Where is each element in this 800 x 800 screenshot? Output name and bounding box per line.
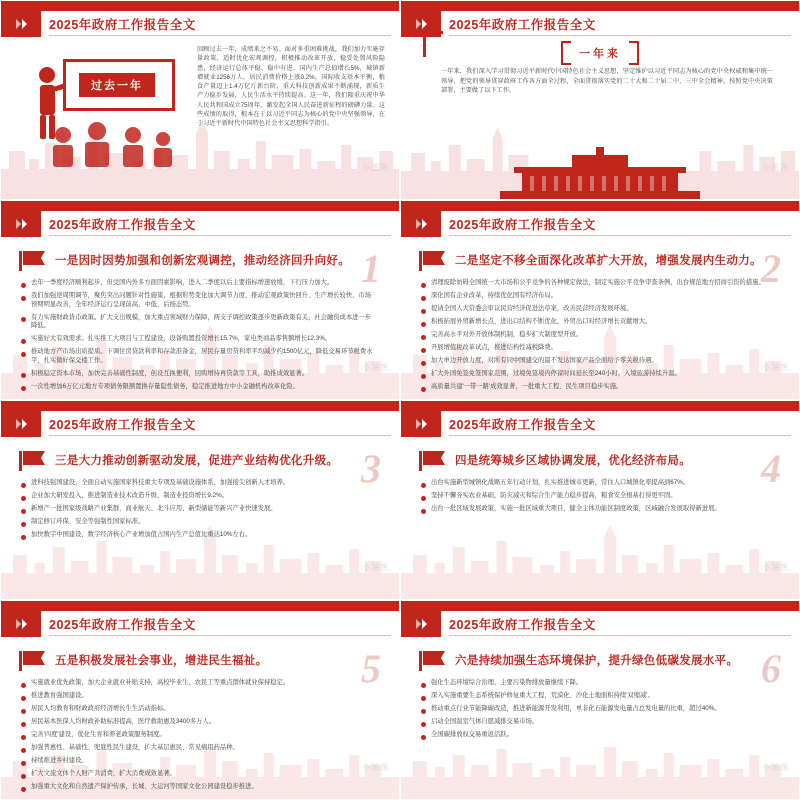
- year-tab: 一年来: [561, 41, 639, 65]
- list-item: 居民人均教育和财政政府经济增长生生活动指标。: [21, 705, 377, 714]
- watermark: 小图图: [762, 363, 789, 372]
- chevron-badge: [1, 611, 41, 637]
- slide-1[interactable]: [0, 0, 400, 200]
- chevron-right-icon: [416, 619, 421, 629]
- bullet-dot-icon: [21, 774, 26, 779]
- flag-icon: [419, 649, 447, 671]
- chevron-right-icon: [22, 19, 27, 29]
- slide-header: [1, 211, 399, 237]
- chevron-right-icon: [16, 19, 21, 29]
- bullet-dot-icon: [21, 373, 26, 378]
- chevron-right-icon: [416, 19, 421, 29]
- list-item: 推进教育强国建设。: [21, 692, 377, 701]
- chevron-badge: [1, 11, 41, 37]
- bullet-dot-icon: [21, 339, 26, 344]
- slide-number: 6: [761, 646, 781, 691]
- header-title: 2025年政府工作报告全文: [49, 218, 196, 232]
- slide-4[interactable]: [400, 200, 800, 400]
- bullet-dot-icon: [21, 722, 26, 727]
- watermark: 小图图: [362, 763, 389, 772]
- list-item: 强化生态环境综合治理，主要污染物排放量继续下降。: [421, 679, 777, 688]
- bullet-dot-icon: [21, 735, 26, 740]
- bullet-dot-icon: [21, 386, 26, 391]
- section-title: 三是大力推动创新驱动发展，促进产业结构优化升级。: [55, 455, 339, 467]
- header-title: 2025年政府工作报告全文: [449, 18, 596, 32]
- list-item: 进科技强国建设，全面自动实施国家科技重大专项及基础设施体系，加强接尖创新人才培养。: [21, 479, 377, 488]
- list-item: 推动地方产市场出质提质。下调住房贷款利率和存款准备金，居民存量房贷利率平均减少约1500亿元，降低交易环节税费水平，扎实做好保交楼工作。: [21, 348, 377, 365]
- chevron-right-icon: [422, 219, 427, 229]
- chevron-badge: [401, 611, 441, 637]
- slide-2[interactable]: [400, 0, 800, 200]
- slide-header: [1, 611, 399, 637]
- flag-icon: [19, 249, 47, 271]
- section-heading: [419, 649, 738, 671]
- slide-number: 3: [361, 446, 381, 491]
- bullet-list: [421, 679, 777, 744]
- flag-icon: [19, 649, 47, 671]
- watermark: 小图图: [362, 163, 389, 172]
- watermark: 小图图: [362, 563, 389, 572]
- top-red-bar: [401, 1, 799, 11]
- bullet-list: [21, 679, 377, 796]
- header-title: 2025年政府工作报告全文: [449, 618, 596, 632]
- list-item: 去年一季度经济顺利起步，但受国内外多方面因素影响，进入二季度以后主要指标增速放缓，下行压力加大。: [21, 279, 377, 288]
- top-red-bar: [401, 201, 799, 211]
- bullet-dot-icon: [21, 709, 26, 714]
- bullet-dot-icon: [421, 374, 426, 379]
- bullet-dot-icon: [421, 348, 426, 353]
- list-item: 完善高水平对外开放体制机制，稳步扩大制度型开放。: [421, 331, 777, 340]
- header-divider: [449, 635, 791, 636]
- bullet-dot-icon: [21, 352, 26, 357]
- chevron-badge: [401, 411, 441, 437]
- list-item: 扩大外国免签免签国家范围，过境免签境内停留时间延长至240小时，入境旅游持续升温。: [421, 370, 777, 379]
- accent-stem-horizontal: [423, 31, 443, 34]
- top-red-bar: [1, 401, 399, 411]
- slide-1-body: 回顾过去一年，成绩来之不易。面对多重困难挑战，我们加力实施存量政策、适时优化宏观调控，积极推动改革开放，稳妥处置风险隐患，经济运行总体平稳、稳中有进。国内生产总值增长5%，城镇新增就业1256万人，居民消费价格上涨0.2%，国际收支基本平衡，粮食产量迈上1.4万亿斤新台阶，重大科技创新成果不断涌现，新质生产力稳步发展，人民生活水平持续提高。这一年，我们隆重庆祝中华人民共和国成立75周年，激发起全国人民奋进新征程的磅礴力量。这些成绩的取得，根本在于以习近平同志为核心的党中央坚强领导，在于习近平新时代中国特色社会主义思想科学指引。: [197, 46, 385, 128]
- slide-header: [401, 611, 799, 637]
- flag-icon: [419, 449, 447, 471]
- list-item: 推动重点行业节能降碳改造，推进新能源开发利用，单非化石能源发电量占总发电量的比重，超过40%。: [421, 705, 777, 714]
- flag-icon: [419, 249, 447, 271]
- slide-header: [1, 11, 399, 37]
- section-title: 六是持续加强生态环境保护，提升绿色低碳发展水平。: [455, 655, 739, 667]
- section-title: 二是坚定不移全面深化改革扩大开放，增强发展内生动力。: [455, 255, 762, 267]
- header-divider: [449, 35, 791, 36]
- slide-6[interactable]: [400, 400, 800, 600]
- list-item: 深化国有企业改革，持续优化国有经济布局。: [421, 292, 777, 301]
- bullet-dot-icon: [21, 696, 26, 701]
- watermark: 小图图: [762, 763, 789, 772]
- list-item: 出台一批区域发展政策，实施一批区域重大项目，健全主体功能区制度政策，区域融合发展取得新进展。: [421, 505, 777, 514]
- section-title: 四是统筹城乡区域协调发展，优化经济布局。: [455, 455, 691, 467]
- list-item: 高质量共建'一带一路'成效显著，一批重大工程、民生项目稳步实施。: [421, 383, 777, 392]
- header-divider: [449, 435, 791, 436]
- list-item: 实施好大有效需求。扎实推工大项目与工程建设，设备购置投资增长15.7%，家电类商品零售额增长12.3%。: [21, 335, 377, 344]
- list-item: 我们加强逆周期调节，聚焦突出问题针对性施策，根据形势变化加大调节力度，推动宏观政策快回升、生产增长较快、市场预期明显改善，全年经济运行呈现前高、中低、后扬态势。: [21, 292, 377, 309]
- slide-header: [1, 411, 399, 437]
- list-item: 出台实施新型城镇化战略五年行动计划，扎实推进城市更新，常住人口城镇化率提高到67%。: [421, 479, 777, 488]
- list-item: 制定修订环保、安全等强制性国家标准。: [21, 518, 377, 527]
- bullet-dot-icon: [421, 296, 426, 301]
- bullet-list: [21, 479, 377, 544]
- list-item: 启动全国温室气体自愿减排交易市场。: [421, 718, 777, 727]
- top-red-bar: [1, 201, 399, 211]
- list-item: 加大单边开放力度，对所有同中国建交的最不发达国家产品全面给予零关税待遇。: [421, 357, 777, 366]
- list-item: 深入实施重要生态系统保护修复重大工程，荒漠化、沙化土地面积持续'双缩减'。: [421, 692, 777, 701]
- past-year-label: 过去一年: [79, 73, 155, 97]
- chevron-badge: [1, 211, 41, 237]
- section-heading: [419, 449, 691, 471]
- bullet-dot-icon: [421, 696, 426, 701]
- header-title: 2025年政府工作报告全文: [49, 418, 196, 432]
- header-title: 2025年政府工作报告全文: [449, 418, 596, 432]
- chevron-right-icon: [422, 19, 427, 29]
- top-red-bar: [401, 601, 799, 611]
- bullet-dot-icon: [21, 787, 26, 792]
- bullet-dot-icon: [421, 322, 426, 327]
- section-heading: [19, 449, 338, 471]
- bullet-list: [421, 279, 777, 396]
- slide-number: 4: [761, 446, 781, 491]
- watermark: 小图图: [362, 363, 389, 372]
- slide-3[interactable]: [0, 200, 400, 400]
- bullet-dot-icon: [421, 683, 426, 688]
- bullet-dot-icon: [21, 496, 26, 501]
- list-item: 加强普惠性、基础性、兜底性民生建设，扩大基层惠民、常见病用药品种。: [21, 744, 377, 753]
- bullet-dot-icon: [21, 296, 26, 301]
- bullet-list: [21, 279, 377, 396]
- slide-header: [401, 411, 799, 437]
- bullet-dot-icon: [21, 483, 26, 488]
- bullet-dot-icon: [21, 283, 26, 288]
- list-item: 完善'四度'建设，优化生育和养老政策服务制度。: [21, 731, 377, 740]
- list-item: 开展增值税改革试点，推进结构性减税降费。: [421, 344, 777, 353]
- great-hall-illustration: [500, 147, 700, 199]
- top-red-bar: [1, 601, 399, 611]
- slide-header: [401, 11, 799, 37]
- slide-header: [401, 211, 799, 237]
- top-red-bar: [1, 1, 399, 11]
- bullet-dot-icon: [421, 735, 426, 740]
- bullet-dot-icon: [21, 509, 26, 514]
- chevron-right-icon: [16, 419, 21, 429]
- list-item: 企业加大研发投入，推进制造业技术改造升级，制造业投资增长9.2%。: [21, 492, 377, 501]
- watermark: 小图图: [762, 563, 789, 572]
- section-heading: [19, 249, 350, 271]
- list-item: 清理废除妨碍全国统一大市场和公平竞争的各种规定做法，制定实施公平竞争审查条例，出台规范地方招商引资的措施。: [421, 279, 777, 288]
- bullet-dot-icon: [21, 522, 26, 527]
- list-item: 新增产一批国家级战略产业集群，商业航天、北斗应用、新型储能等新兴产业快速发展。: [21, 505, 377, 514]
- watermark: 小图图: [762, 163, 789, 172]
- header-divider: [49, 35, 391, 36]
- bullet-dot-icon: [421, 483, 426, 488]
- chevron-right-icon: [422, 419, 427, 429]
- bullet-dot-icon: [421, 335, 426, 340]
- bullet-dot-icon: [421, 283, 426, 288]
- bullet-dot-icon: [421, 722, 426, 727]
- slide-5[interactable]: [0, 400, 400, 600]
- bullet-dot-icon: [21, 748, 26, 753]
- bullet-dot-icon: [421, 496, 426, 501]
- bullet-dot-icon: [21, 535, 26, 540]
- list-item: 实施就业优先政策，加大企业就业补贴支持，高校毕业生、农民工等重点群体就业保持稳定。: [21, 679, 377, 688]
- slide-number: 5: [361, 646, 381, 691]
- header-divider: [49, 235, 391, 236]
- slide-number: 1: [361, 246, 381, 291]
- list-item: 积极稳定资本市场，加快完善基础性制度，创设互换便利，回购增持再贷款等工具，助推成效显著。: [21, 370, 377, 379]
- top-red-bar: [401, 401, 799, 411]
- year-tab-wrap: [401, 41, 799, 65]
- chevron-right-icon: [16, 219, 21, 229]
- chevron-right-icon: [416, 219, 421, 229]
- section-title: 一是因时因势加强和创新宏观调控，推动经济回升向好。: [55, 255, 350, 267]
- chevron-badge: [401, 211, 441, 237]
- section-title: 五是积极发展社会事业，增进民生福祉。: [55, 655, 268, 667]
- header-divider: [49, 635, 391, 636]
- header-title: 2025年政府工作报告全文: [49, 618, 196, 632]
- flag-icon: [19, 449, 47, 471]
- bullet-dot-icon: [21, 761, 26, 766]
- chevron-right-icon: [16, 619, 21, 629]
- chevron-right-icon: [22, 219, 27, 229]
- list-item: 有力实施财政货币政策。扩大支出规模，加大重点领域财力保障，两支子调控政策逐步更新政策有关，社会融资成本进一步降低。: [21, 314, 377, 331]
- header-divider: [449, 235, 791, 236]
- section-heading: [19, 649, 267, 671]
- list-item: 一次性增加6万亿元地方专项债务限额置换存量隐性债务，稳定推进地方中小金融机构改革化险。: [21, 383, 377, 392]
- chevron-right-icon: [22, 419, 27, 429]
- list-item: 全国碳排放权交易重返活跃。: [421, 731, 777, 740]
- list-item: 加强重大文化和自然遗产保护传承，长城、大运河等国家文化公园建设稳步推进。: [21, 783, 377, 792]
- bullet-dot-icon: [421, 387, 426, 392]
- bullet-dot-icon: [421, 309, 426, 314]
- list-item: 居民基本医保人均财政补助标准提高，医疗救助惠及3400多万人。: [21, 718, 377, 727]
- header-title: 2025年政府工作报告全文: [49, 18, 196, 32]
- list-item: 坚持不懈夯实农业基础，防灾减灾和综合生产能力稳步提高，粮食安全根基打得更牢固。: [421, 492, 777, 501]
- bullet-dot-icon: [421, 709, 426, 714]
- slide-7[interactable]: [0, 600, 400, 800]
- bullet-dot-icon: [421, 361, 426, 366]
- list-item: 扩大文旅文体个人财产共消费，扩大消费成效显著。: [21, 770, 377, 779]
- chevron-right-icon: [416, 419, 421, 429]
- section-heading: [419, 249, 762, 271]
- chevron-right-icon: [422, 619, 427, 629]
- header-divider: [49, 435, 391, 436]
- list-item: 积极拓展外贸新增长点，进出口结构不断优化，外贸出口对经济增长贡献增大。: [421, 318, 777, 327]
- bullet-dot-icon: [21, 683, 26, 688]
- slide-number: 2: [761, 246, 781, 291]
- slide-2-body: 一年来，我们深入学习贯彻习近平新时代中国特色社会主义思想，坚定维护以习近平同志为核心的党中央权威和集中统一领导，把党的领导贯穿政府工作各方面全过程，全面贯彻落实党的二十大和二十届二中、三中全会精神，按照党中央决策部署，主要做了以下工作。: [441, 68, 773, 95]
- chevron-right-icon: [22, 619, 27, 629]
- bullet-list: [421, 479, 777, 518]
- list-item: 持续推进乡村建设。: [21, 757, 377, 766]
- header-title: 2025年政府工作报告全文: [449, 218, 596, 232]
- bullet-dot-icon: [21, 317, 26, 322]
- bullet-dot-icon: [421, 509, 426, 514]
- list-item: 提请全国人大常委会审议民营经济促进法草案，改善民营经济发展环境。: [421, 305, 777, 314]
- list-item: 加快数字中国建设，数字经济核心产业增加值占国内生产总值比重达10%左右。: [21, 531, 377, 540]
- chevron-badge: [1, 411, 41, 437]
- skyline-graphic: [401, 507, 799, 599]
- slide-8[interactable]: [400, 600, 800, 800]
